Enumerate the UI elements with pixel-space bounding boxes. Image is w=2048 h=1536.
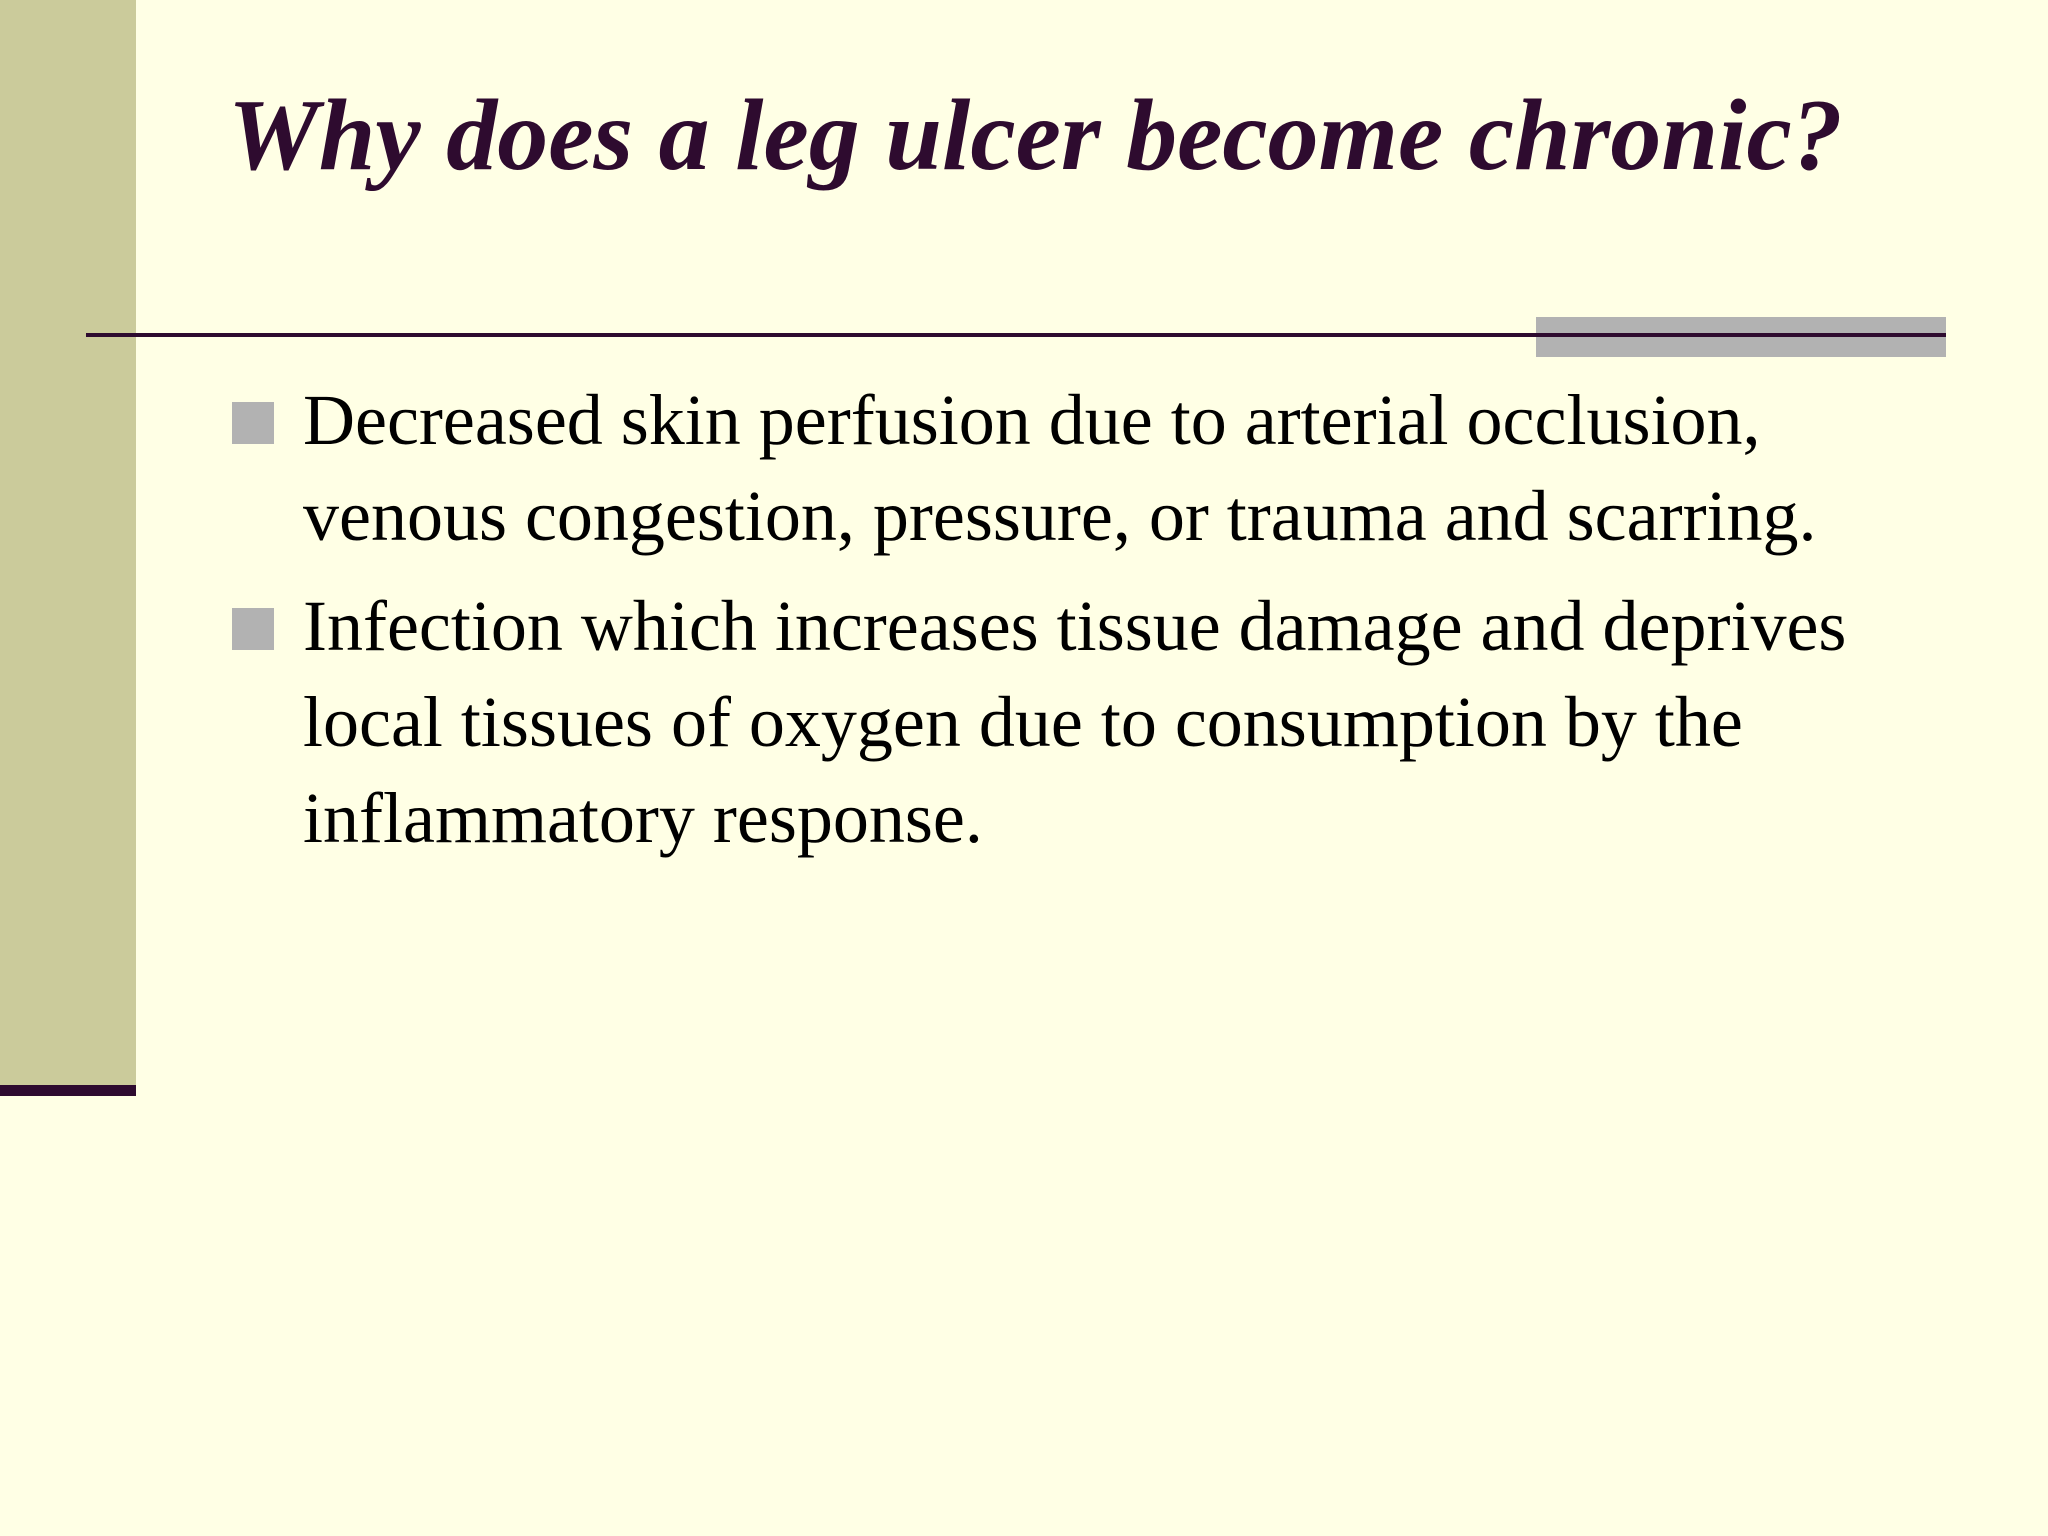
bullet-list [230,372,1950,880]
bullet-text: Infection which increases tissue damage and deprives local tissues of oxygen due to consumption by the inflammatory response. [303,586,1847,858]
bullet-item-perfusion [230,372,1950,564]
square-bullet-icon [232,402,274,444]
title-rule-accent-bar [1536,317,1946,357]
side-band-underline [0,1085,136,1096]
title-rule-accent-line [1536,333,1946,337]
bullet-item-infection [230,578,1950,866]
slide-title: Why does a leg ulcer become chronic? [228,79,1843,192]
side-decorative-band [0,0,136,1085]
bullet-text: Decreased skin perfusion due to arterial occlusion, venous congestion, pressure, or trauma and scarring. [303,380,1817,556]
square-bullet-icon [232,608,274,650]
